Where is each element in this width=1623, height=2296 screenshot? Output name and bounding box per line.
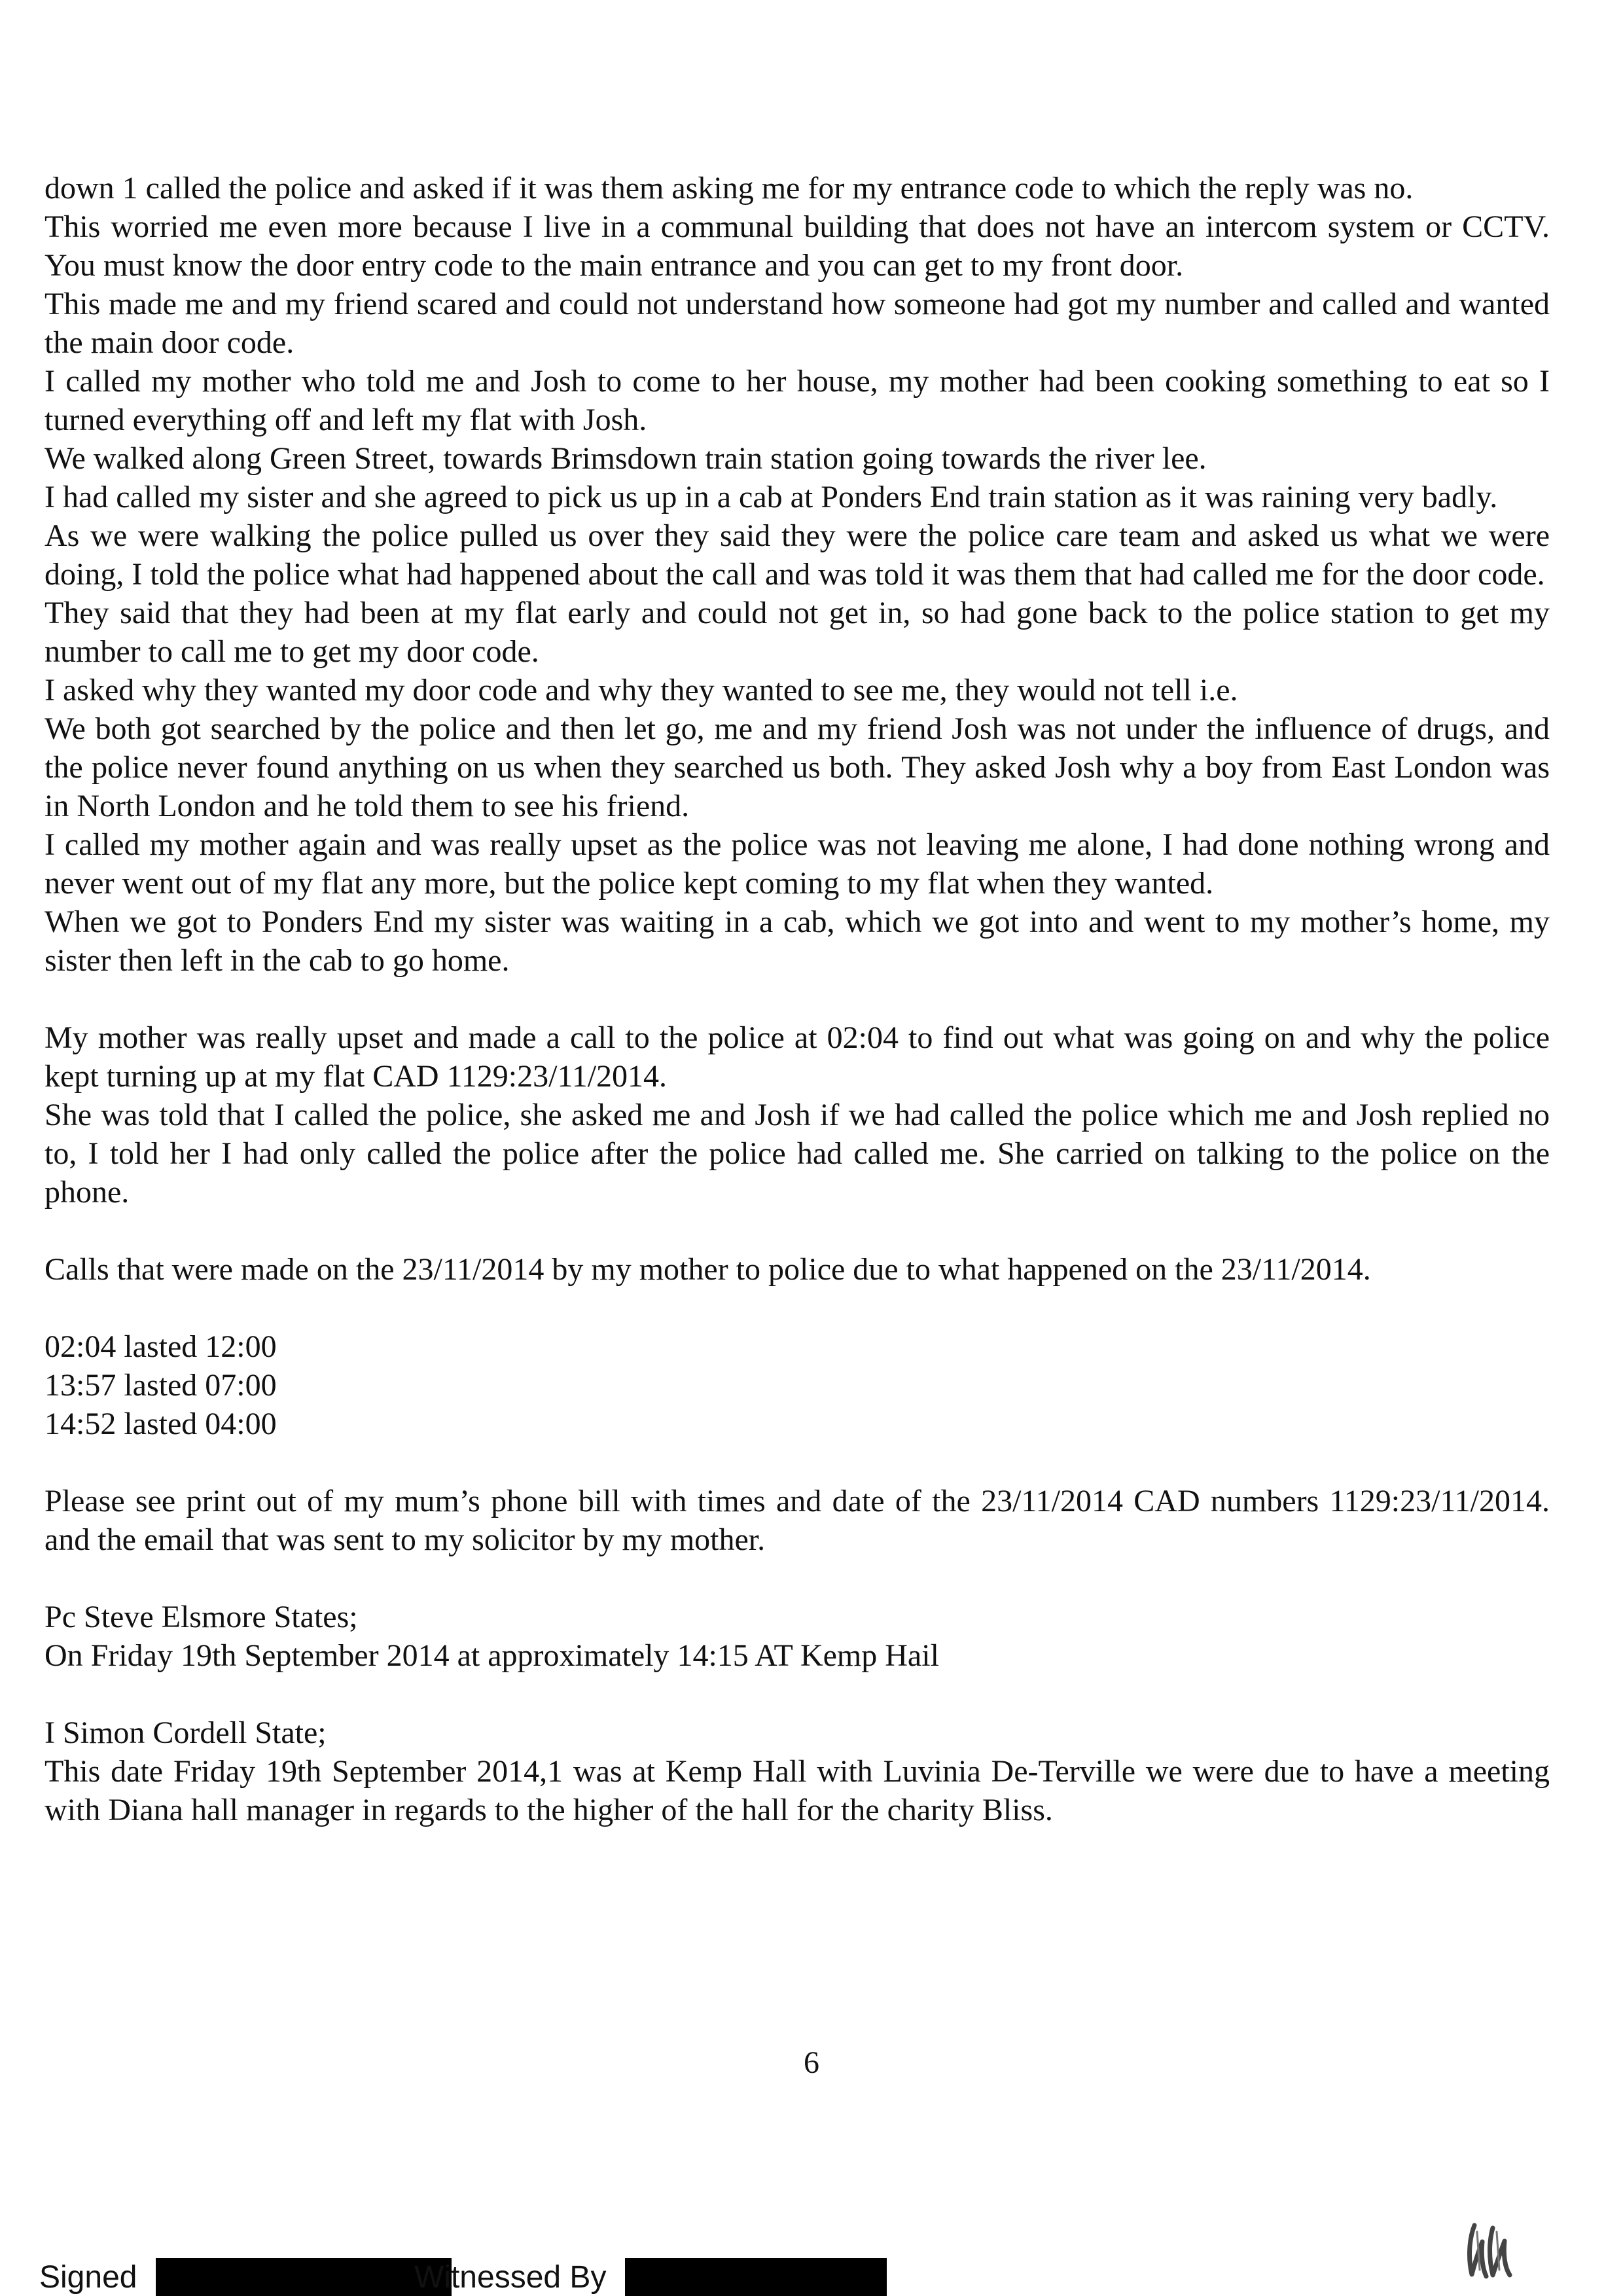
paragraph: We both got searched by the police and then let go, me and my friend Josh was not under the influence of drugs, and the police never found anything on us when they searched us both. They asked Josh why a boy from East London was in North London and he told them to see his friend. — [45, 711, 1550, 823]
blank-line — [45, 1559, 1550, 1598]
paragraph: This date Friday 19th September 2014,1 was at Kemp Hall with Luvinia De-Terville we were due to have a meeting with Diana hall manager in regards to the higher of the hall for the charity Bliss. — [45, 1754, 1550, 1827]
blank-line — [45, 1675, 1550, 1713]
redacted-witness-box — [625, 2258, 887, 2296]
paragraph: Please see print out of my mum’s phone bill with times and date of the 23/11/2014 CAD numbers 1129:23/11/2014. and the email that was sent to my solicitor by my mother. — [45, 1484, 1550, 1557]
blank-line — [45, 1289, 1550, 1327]
paragraph: As we were walking the police pulled us over they said they were the police care team and asked us what we were doing, I told the police what had happened about the call and was told it was them that had called me for the door code. — [45, 518, 1550, 592]
blank-line — [45, 1211, 1550, 1250]
call-log-line: 02:04 lasted 12:00 — [45, 1329, 277, 1364]
paragraph: On Friday 19th September 2014 at approximately 14:15 AT Kemp Hail — [45, 1638, 939, 1673]
blank-line — [45, 980, 1550, 1018]
call-log-line: 13:57 lasted 07:00 — [45, 1368, 277, 1403]
page-number: 6 — [804, 2045, 819, 2080]
blank-line — [45, 1443, 1550, 1482]
witnessed-by-label: Witnessed By — [414, 2260, 607, 2295]
paragraph: I had called my sister and she agreed to pick us up in a cab at Ponders End train station as it was raining very badly. — [45, 480, 1498, 514]
paragraph: I called my mother again and was really upset as the police was not leaving me alone, I had done nothing wrong and never went out of my flat any more, but the police kept coming to my flat when they wanted. — [45, 827, 1550, 901]
call-log-line: 14:52 lasted 04:00 — [45, 1407, 277, 1441]
heading-line: I Simon Cordell State; — [45, 1715, 327, 1750]
paragraph: I called my mother who told me and Josh to come to her house, my mother had been cooking something to eat so I turned everything off and left my flat with Josh. — [45, 364, 1550, 437]
handwritten-initials-mark — [1463, 2212, 1522, 2284]
paragraph: Calls that were made on the 23/11/2014 by my mother to police due to what happened on the 23/11/2014. — [45, 1252, 1371, 1287]
paragraph: We walked along Green Street, towards Brimsdown train station going towards the river lee. — [45, 441, 1207, 476]
signed-label: Signed — [39, 2260, 137, 2295]
heading-line: Pc Steve Elsmore States; — [45, 1600, 358, 1634]
redacted-signature-box — [156, 2258, 452, 2296]
paragraph: I asked why they wanted my door code and why they wanted to see me, they would not tell i.e. — [45, 673, 1238, 708]
paragraph: This worried me even more because I live in a communal building that does not have an intercom system or CCTV. You must know the door entry code to the main entrance and you can get to my front door. — [45, 209, 1550, 283]
paragraph: She was told that I called the police, she asked me and Josh if we had called the police which me and Josh replied no to, I told her I had only called the police after the police had called me. She carried on talking to the police on the phone. — [45, 1098, 1550, 1210]
paragraph: When we got to Ponders End my sister was waiting in a cab, which we got into and went to my mother’s home, my sister then left in the cab to go home. — [45, 905, 1550, 978]
paragraph: They said that they had been at my flat early and could not get in, so had gone back to the police station to get my number to call me to get my door code. — [45, 596, 1550, 669]
paragraph: My mother was really upset and made a call to the police at 02:04 to find out what was going on and why the police kept turning up at my flat CAD 1129:23/11/2014. — [45, 1020, 1550, 1094]
paragraph: This made me and my friend scared and could not understand how someone had got my number and called and wanted the main door code. — [45, 287, 1550, 360]
statement-body — [45, 169, 1550, 1829]
paragraph: down 1 called the police and asked if it was them asking me for my entrance code to which the reply was no. — [45, 171, 1414, 206]
signature-footer — [39, 2258, 1584, 2296]
